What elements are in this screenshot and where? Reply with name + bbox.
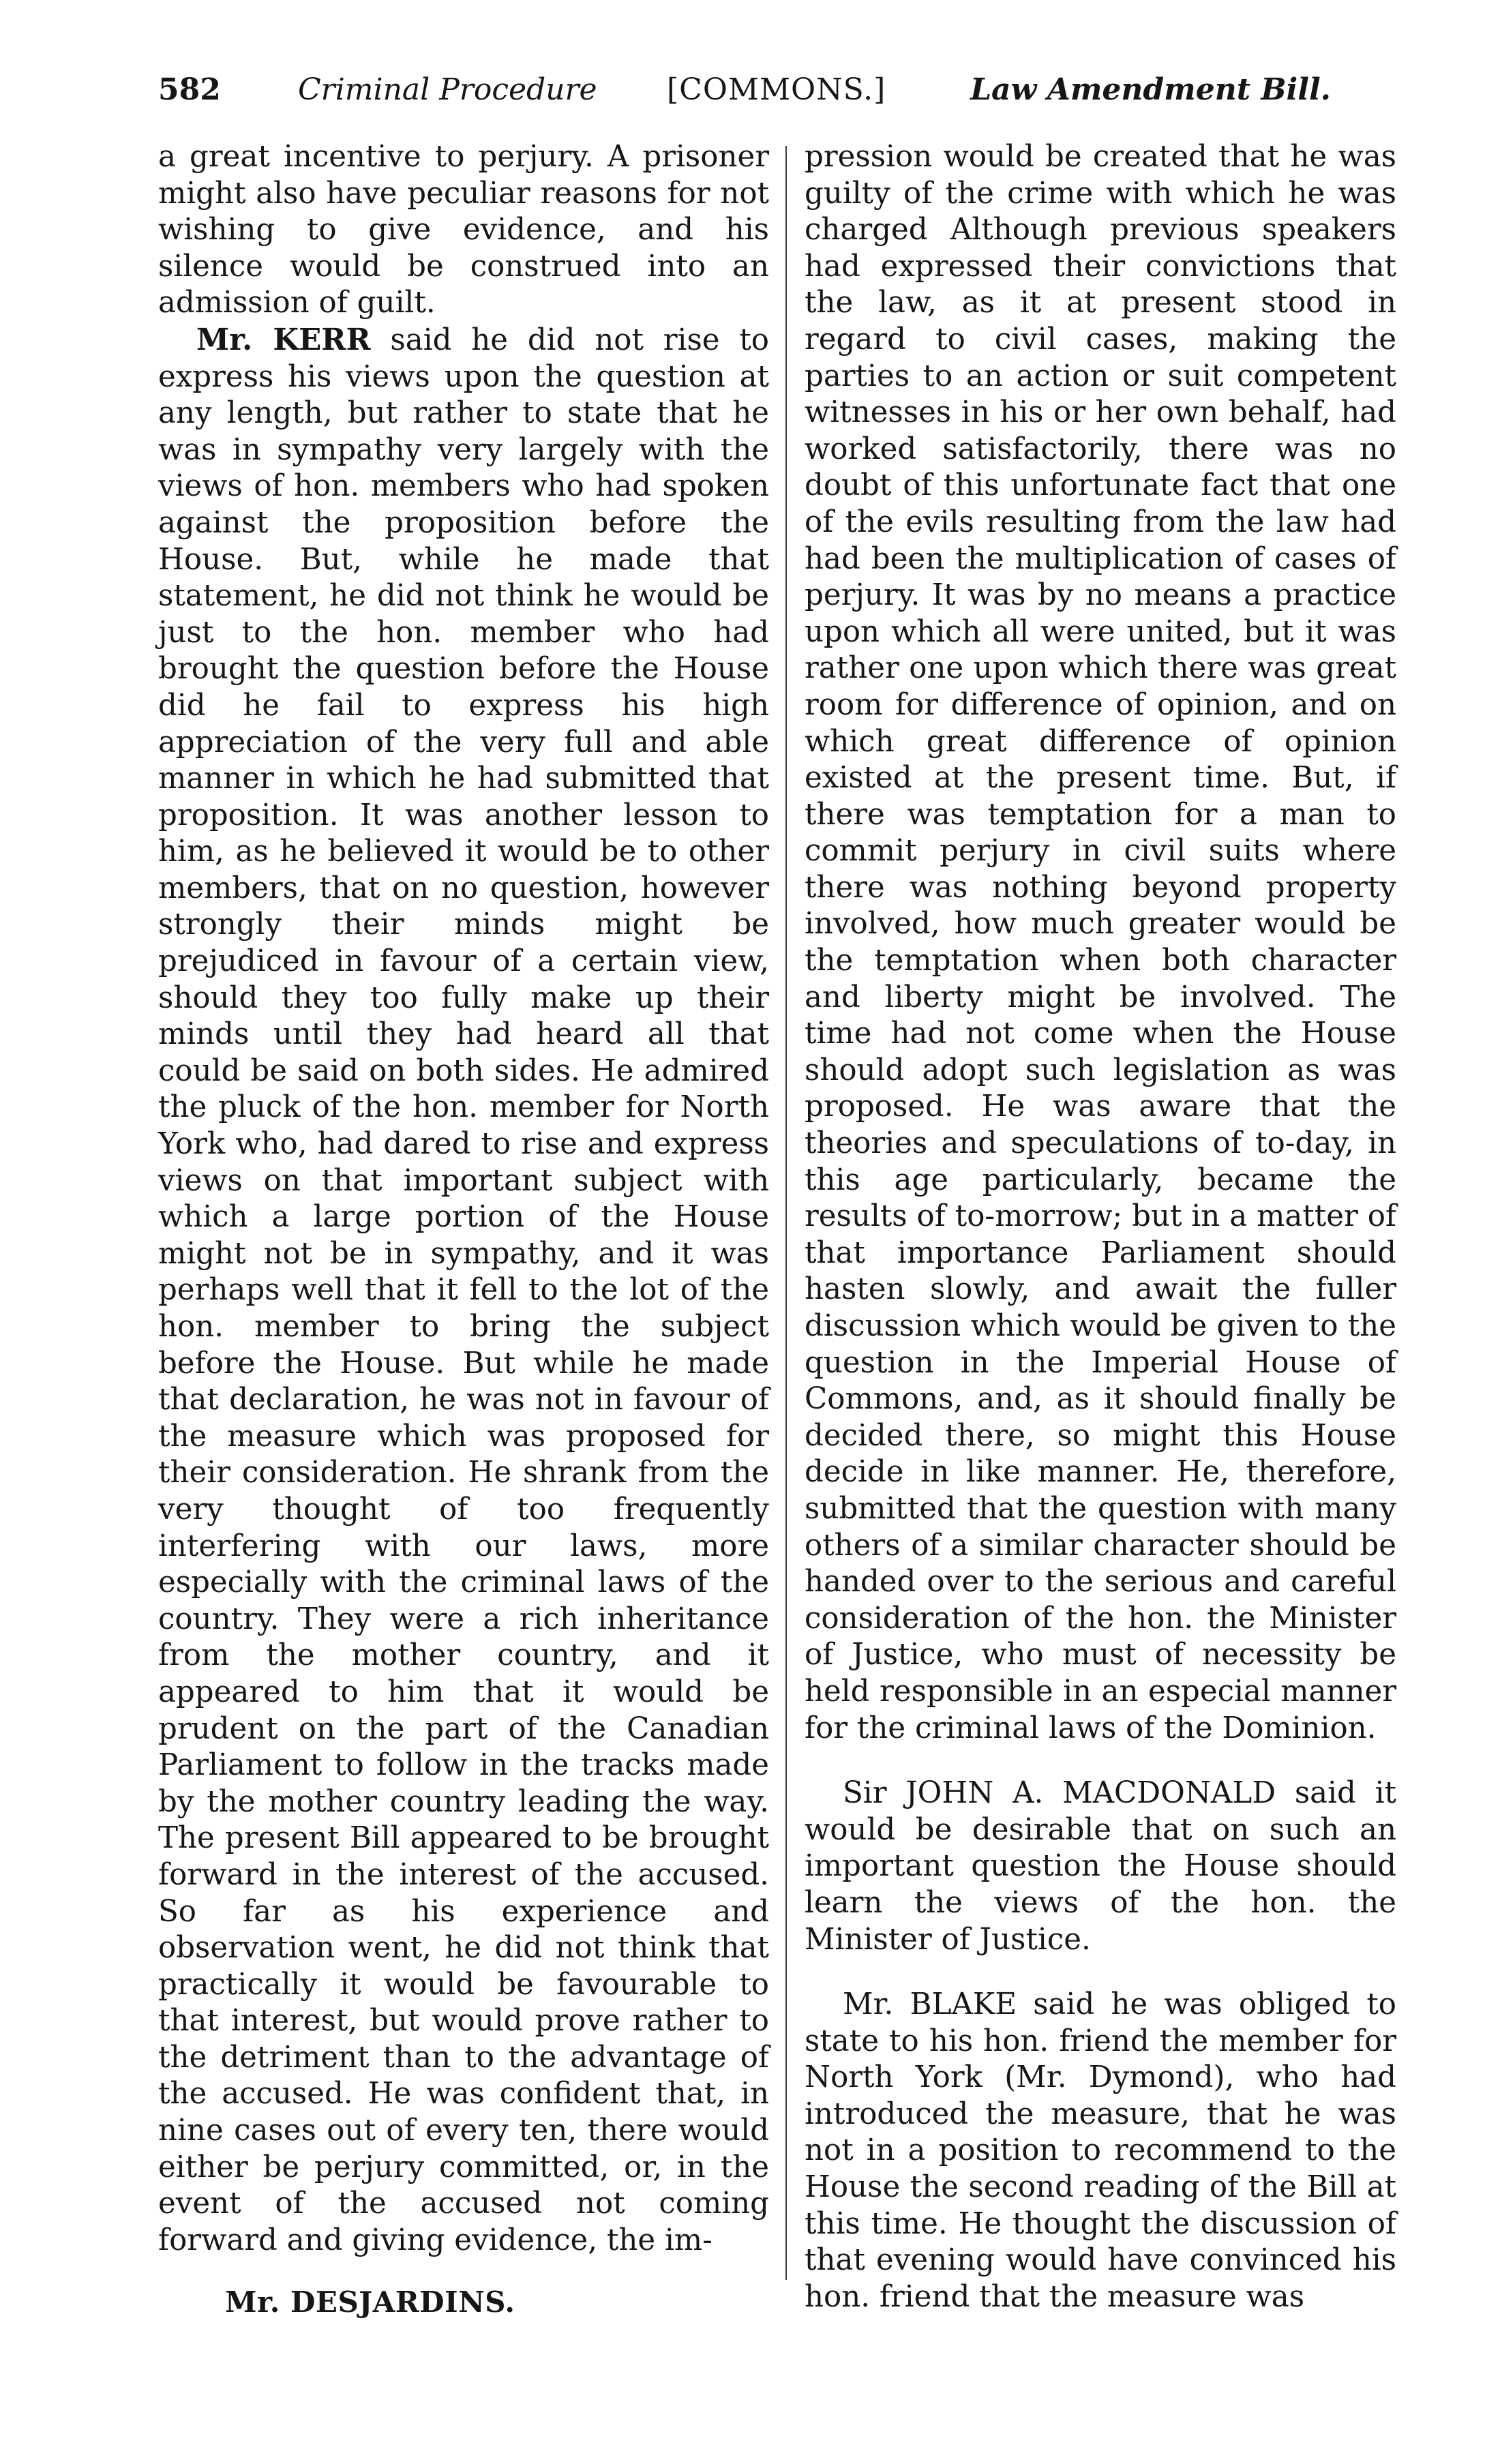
header-center-title: [COMMONS.] <box>667 72 886 107</box>
speech-text: said he was obliged to state to his hon. friend the member for North York (Mr. Dymond), who had introduced the measure, that he was not in a position to recommend to the House the second reading of the Bill at this time. He thought the discussion of that evening would have convinced his hon. friend that the measure was <box>805 1987 1396 2314</box>
running-header <box>158 63 1331 117</box>
left-column <box>158 139 769 2259</box>
column-divider <box>785 146 787 2280</box>
header-left-title: Criminal Procedure <box>298 72 597 107</box>
paragraph: a great incentive to perjury. A prisoner might also have peculiar reasons for not wishing to give evidence, and his silence would be construed into an admission of guilt. <box>158 140 769 320</box>
header-right-title: Law Amendment Bill. <box>970 72 1331 107</box>
speech-text: said it would be desirable that on such an important question the House should learn the views of the hon. the Minister of Justice. <box>805 1776 1396 1957</box>
paragraph: pression would be created that he was guilty of the crime with which he was charged Although previous speakers had expressed their convictions that the law, as it at present stood in regard to civil cases, making the parties to an action or suit competent witnesses in his or her own behalf, had worked satisfactorily, there was no doubt of this unfortunate fact that one of the evils resulting from the law had had been the multiplication of cases of perjury. It was by no means a practice upon which all were united, but it was rather one upon which there was great room for difference of opinion, and on which great difference of opinion existed at the present time. But, if there was temptation for a man to commit perjury in civil suits where there was nothing beyond property involved, how much greater would be the temptation when both character and liberty might be involved. The time had not come when the House should adopt such legislation as was proposed. He was aware that the theories and speculations of to-day, in this age particularly, became the results of to-morrow; but in a matter of that importance Parliament should hasten slowly, and await the fuller discussion which would be given to the question in the Imperial House of Commons, and, as it should finally be decided there, so might this House decide in like manner. He, therefore, submitted that the question with many others of a similar character should be handed over to the serious and careful consideration of the hon. the Minister of Justice, who must of necessity be held responsible in an especial manner for the criminal laws of the Dominion. <box>805 140 1396 1745</box>
page-signature: Mr. DESJARDINS. <box>225 2285 515 2319</box>
speaker-name: Mr. BLAKE <box>843 1987 1017 2022</box>
page-number: 582 <box>158 72 221 107</box>
speech-paragraph <box>805 1775 1396 1958</box>
speech-paragraph <box>805 1987 1396 2315</box>
speech-paragraph <box>158 322 769 2259</box>
speaker-name: Mr. KERR <box>196 322 371 357</box>
speaker-name: Sir JOHN A. MACDONALD <box>843 1776 1276 1811</box>
right-column <box>805 139 1396 2315</box>
speech-text: said he did not rise to express his views upon the question at any length, but rather to state that he was in sympathy very largely with the views of hon. members who had spoken against the proposition before the House. But, while he made that statement, he did not think he would be just to the hon. member who had brought the question before the House did he fail to express his high appreciation of the very full and able manner in which he had submitted that proposition. It was another lesson to him, as he believed it would be to other members, that on no question, however strongly their minds might be prejudiced in favour of a certain view, should they too fully make up their minds until they had heard all that could be said on both sides. He admired the pluck of the hon. member for North York who, had dared to rise and express views on that important subject with which a large portion of the House might not be in sympathy, and it was perhaps well that it fell to the lot of the hon. member to bring the subject before the House. But while he made that declaration, he was not in favour of the measure which was proposed for their consideration. He shrank from the very thought of too frequently interfering with our laws, more especially with the criminal laws of the country. They were a rich inheritance from the mother country, and it appeared to him that it would be prudent on the part of the Canadian Parliament to follow in the tracks made by the mother country leading the way. The present Bill appeared to be brought forward in the interest of the accused. So far as his experience and observation went, he did not think that practically it would be favourable to that interest, but would prove rather to the detriment than to the advantage of the accused. He was confident that, in nine cases out of every ten, there would either be perjury committed, or, in the event of the accused not coming forward and giving evidence, the im- <box>158 322 769 2257</box>
